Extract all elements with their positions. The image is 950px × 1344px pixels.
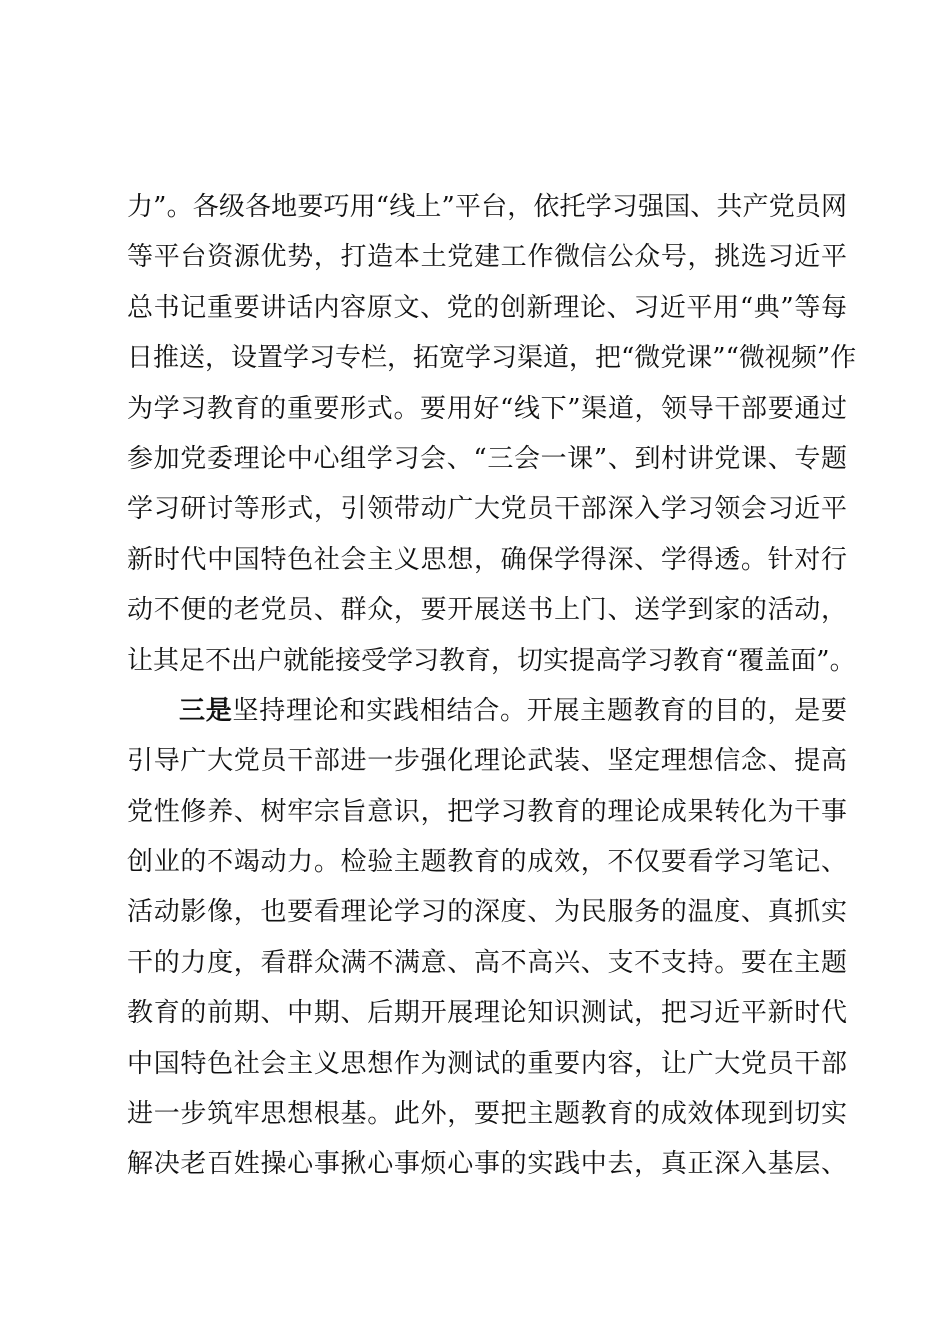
text-line: 动不便的老党员、群众，要开展送书上门、送学到家的活动， bbox=[127, 595, 847, 626]
text-line: 日推送，设置学习专栏，拓宽学习渠道，把“微党课”“微视频”作 bbox=[127, 343, 857, 374]
paragraph-theory-and-practice bbox=[127, 686, 847, 1190]
text-line: 新时代中国特色社会主义思想，确保学得深、学得透。针对行 bbox=[127, 544, 847, 575]
text-line: 力”。各级各地要巧用“线上”平台，依托学习强国、共产党员网 bbox=[127, 192, 847, 222]
text-line: 让其足不出户就能接受学习教育，切实提高学习教育“覆盖面”。 bbox=[127, 645, 856, 676]
text-line: 教育的前期、中期、后期开展理论知识测试，把习近平新时代 bbox=[127, 998, 847, 1029]
text-line: 创业的不竭动力。检验主题教育的成效，不仅要看学习笔记、 bbox=[127, 847, 847, 878]
text-line: 活动影像，也要看理论学习的深度、为民服务的温度、真抓实 bbox=[127, 897, 847, 928]
body-text bbox=[127, 182, 857, 1190]
text-line: 参加党委理论中心组学习会、“三会一课”、到村讲党课、专题 bbox=[127, 443, 847, 474]
text-line: 引导广大党员干部进一步强化理论武装、坚定理想信念、提高 bbox=[127, 746, 847, 777]
text-line: 干的力度，看群众满不满意、高不高兴、支不支持。要在主题 bbox=[127, 947, 847, 978]
text-line: 党性修养、树牢宗旨意识，把学习教育的理论成果转化为干事 bbox=[127, 796, 847, 827]
paragraph-online-offline-learning bbox=[127, 182, 857, 686]
text-line: 总书记重要讲话内容原文、党的创新理论、习近平用“典”等每 bbox=[127, 292, 847, 323]
text-line: 解决老百姓操心事揪心事烦心事的实践中去，真正深入基层、 bbox=[127, 1149, 847, 1180]
text-line: 为学习教育的重要形式。要用好“线下”渠道，领导干部要通过 bbox=[127, 393, 847, 424]
text-line: 学习研讨等形式，引领带动广大党员干部深入学习领会习近平 bbox=[127, 494, 847, 525]
paragraph-lead-label: 三是 bbox=[179, 695, 233, 726]
text-line bbox=[127, 686, 847, 736]
text-line: 进一步筑牢思想根基。此外，要把主题教育的成效体现到切实 bbox=[127, 1099, 847, 1130]
first-line-text: 坚持理论和实践相结合。开展主题教育的目的，是要 bbox=[232, 695, 847, 726]
text-line: 等平台资源优势，打造本土党建工作微信公众号，挑选习近平 bbox=[127, 242, 847, 273]
text-line: 中国特色社会主义思想作为测试的重要内容，让广大党员干部 bbox=[127, 1048, 847, 1079]
